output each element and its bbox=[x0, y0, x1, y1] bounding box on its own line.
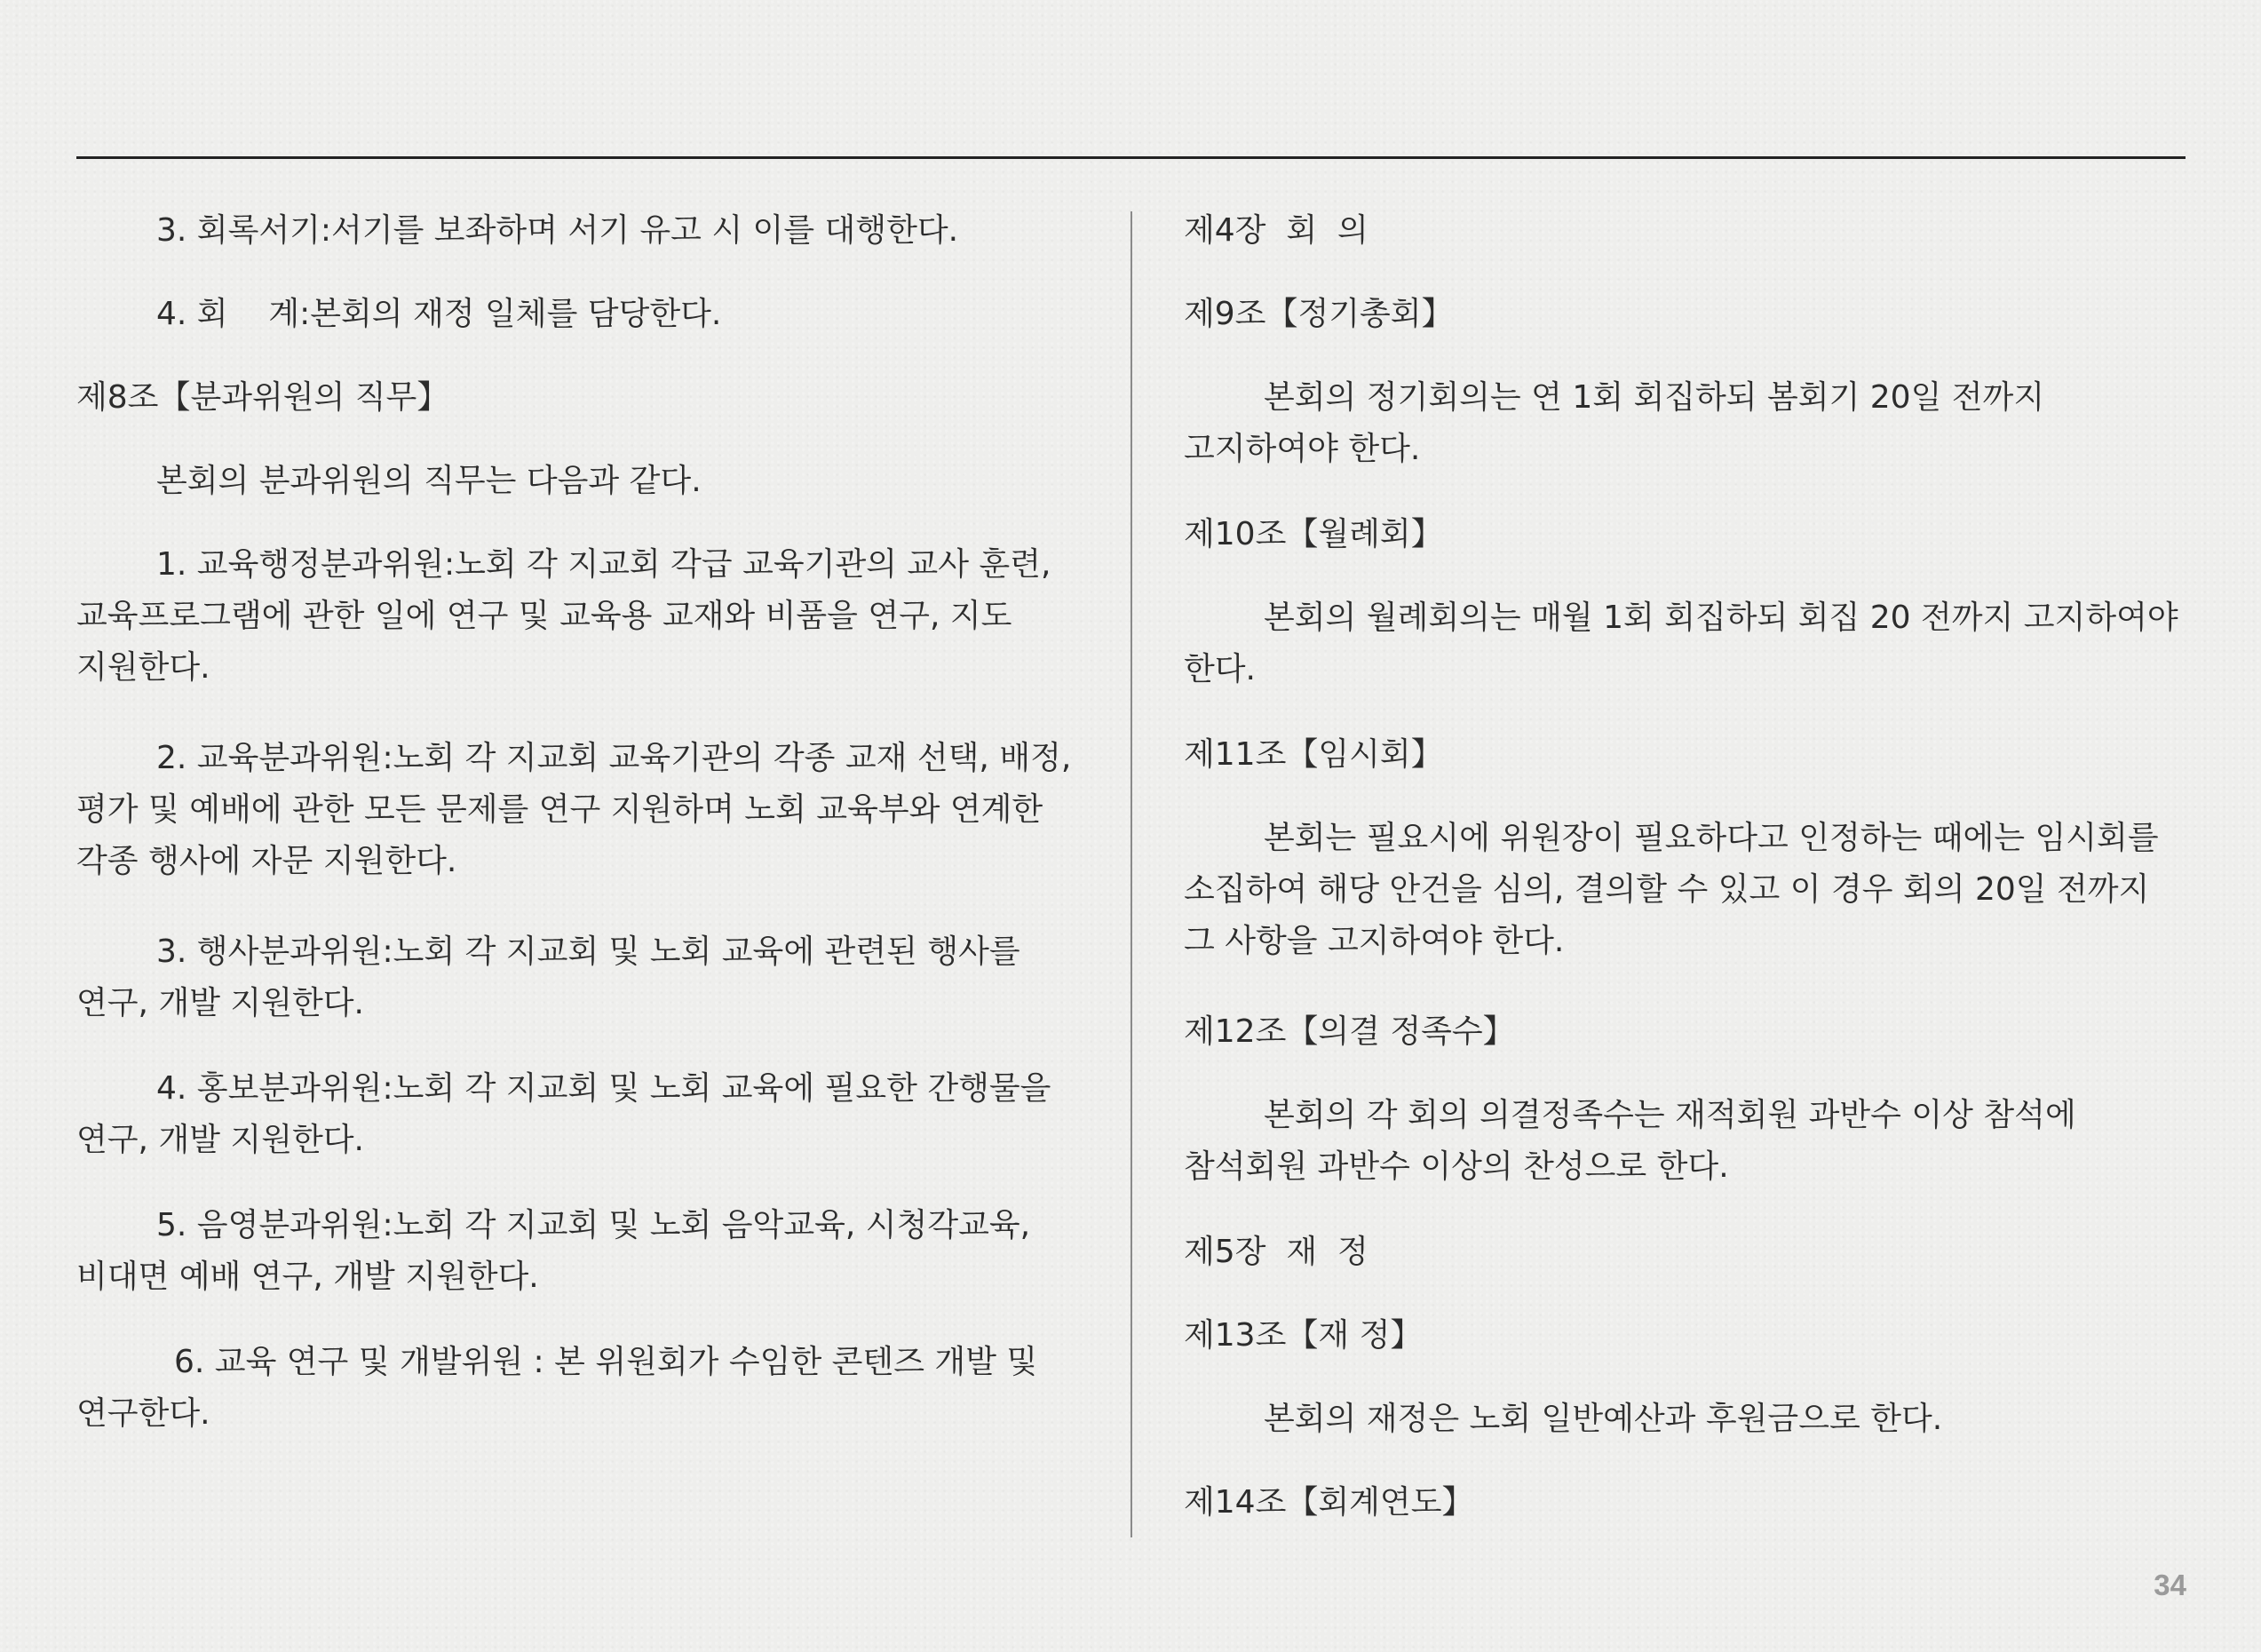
paragraph-treasurer: 4. 회 계:본회의 재정 일체를 담당한다. bbox=[156, 296, 722, 332]
paragraph-special-meeting: 본회는 필요시에 위원장이 필요하다고 인정하는 때에는 임시회를 소집하여 해당 안건을 심의, 결의할 수 있고 이 경우 회의 20일 전까지 그 사항을 고지하여야 한다. bbox=[1184, 820, 2159, 959]
article-heading-12: 제12조【의결 정족수】 bbox=[1184, 1013, 1515, 1050]
list-item-events: 3. 행사분과위원:노회 각 지교회 및 노회 교육에 관련된 행사를 연구, 개발 지원한다. bbox=[76, 933, 1020, 1021]
paragraph-recording-secretary: 3. 회록서기:서기를 보좌하며 서기 유고 시 이를 대행한다. bbox=[156, 212, 959, 249]
paragraph-monthly-meeting: 본회의 월례회의는 매월 1회 회집하되 회집 20 전까지 고지하여야 한다. bbox=[1184, 600, 2178, 687]
list-item-publicity: 4. 홍보분과위원:노회 각 지교회 및 노회 교육에 필요한 간행물을 연구, 개발 지원한다. bbox=[76, 1070, 1051, 1158]
header-rule bbox=[76, 156, 2186, 159]
paragraph-quorum: 본회의 각 회의 의결정족수는 재적회원 과반수 이상 참석에 참석회원 과반수 이상의 찬성으로 한다. bbox=[1184, 1097, 2076, 1185]
chapter-heading-5: 제5장 재 정 bbox=[1184, 1234, 1368, 1270]
paragraph-regular-meeting: 본회의 정기회의는 연 1회 회집하되 봄회기 20일 전까지 고지하여야 한다. bbox=[1184, 379, 2045, 467]
article-heading-13: 제13조【재 정】 bbox=[1184, 1317, 1423, 1354]
article-heading-8: 제8조【분과위원의 직무】 bbox=[76, 379, 449, 416]
article-heading-14: 제14조【회계연도】 bbox=[1184, 1484, 1474, 1521]
paragraph-finance: 본회의 재정은 노회 일반예산과 후원금으로 한다. bbox=[1264, 1401, 1943, 1437]
article-heading-11: 제11조【임시회】 bbox=[1184, 736, 1443, 773]
list-item-education-admin: 1. 교육행정분과위원:노회 각 지교회 각급 교육기관의 교사 훈련, 교육프로그램에 관한 일에 연구 및 교육용 교재와 비품을 연구, 지도 지원한다. bbox=[76, 546, 1051, 686]
paragraph-committee-duties-intro: 본회의 분과위원의 직무는 다음과 같다. bbox=[156, 463, 702, 499]
list-item-research-development: 6. 교육 연구 및 개발위원 : 본 위원회가 수임한 콘텐즈 개발 및 연구한다. bbox=[76, 1344, 1038, 1432]
column-divider bbox=[1130, 211, 1132, 1537]
article-heading-9: 제9조【정기총회】 bbox=[1184, 296, 1454, 332]
list-item-music-av: 5. 음영분과위원:노회 각 지교회 및 노회 음악교육, 시청각교육, 비대면 예배 연구, 개발 지원한다. bbox=[76, 1207, 1031, 1295]
list-item-education: 2. 교육분과위원:노회 각 지교회 교육기관의 각종 교재 선택, 배정, 평가 및 예배에 관한 모든 문제를 연구 지원하며 노회 교육부와 연계한 각종 행사에 자문 지원한다. bbox=[76, 740, 1072, 879]
page-number: 34 bbox=[2154, 1569, 2186, 1601]
chapter-heading-4: 제4장 회 의 bbox=[1184, 212, 1368, 249]
article-heading-10: 제10조【월례회】 bbox=[1184, 516, 1443, 552]
